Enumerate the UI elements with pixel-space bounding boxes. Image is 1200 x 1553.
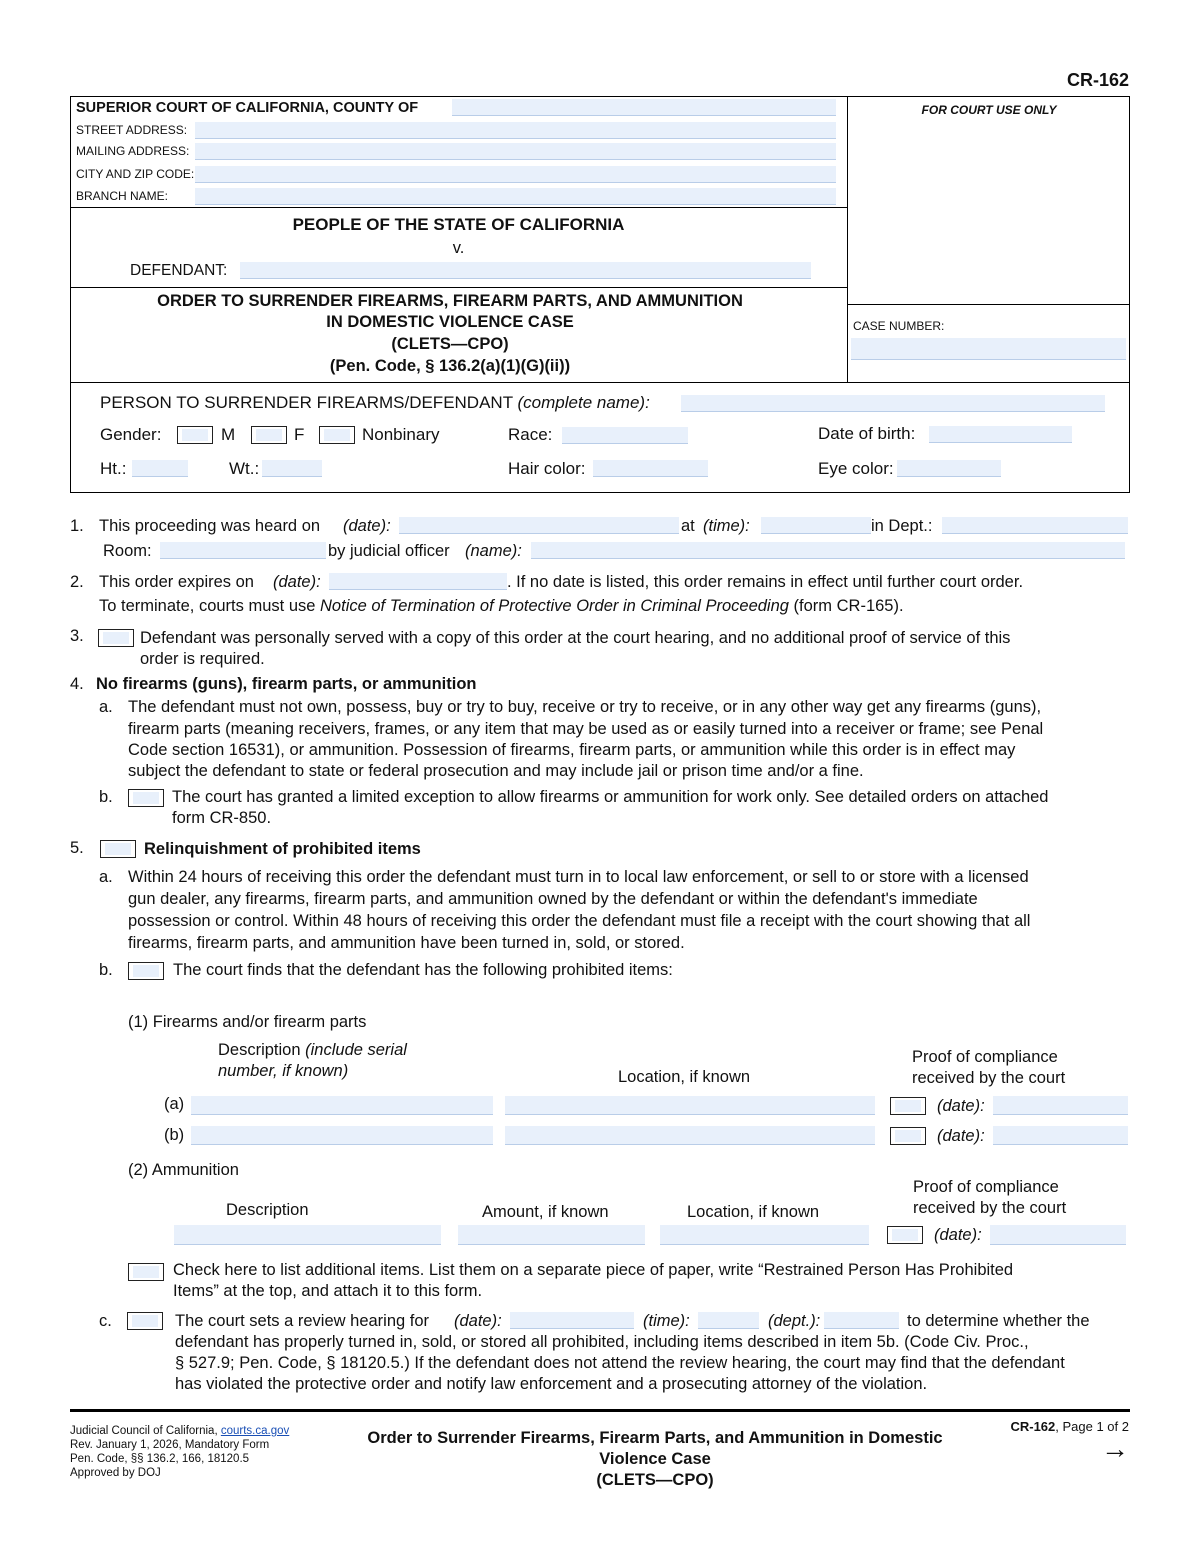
firearm-b-date[interactable] xyxy=(993,1126,1128,1145)
firearm-a-description[interactable] xyxy=(191,1096,493,1115)
item-5c-time-label: (time): xyxy=(643,1312,690,1330)
person-name-field[interactable] xyxy=(681,395,1105,412)
defendant-label: DEFENDANT: xyxy=(130,262,228,279)
item-4b-line-2: form CR-850. xyxy=(172,809,272,827)
next-page-arrow-icon[interactable]: → xyxy=(1101,1433,1129,1464)
ammunition-description[interactable] xyxy=(174,1225,441,1245)
footer-approved: Approved by DOJ xyxy=(70,1467,161,1479)
item-2-line-2: To terminate, courts must use Notice of Termination of Protective Order in Criminal Proceeding (form CR-165). xyxy=(99,597,904,615)
footer-title-1: Order to Surrender Firearms, Firearm Parts, and Ammunition in Domestic xyxy=(367,1429,943,1447)
height-field[interactable] xyxy=(132,460,188,477)
item-1-at: at xyxy=(681,517,695,535)
firearms-row-a-label: (a) xyxy=(164,1095,185,1113)
item-1-time-label: (time): xyxy=(703,517,750,535)
item-5c-letter: c. xyxy=(99,1312,112,1330)
item-4a-line-3: Code section 16531), or ammunition. Possession of firearms, firearm parts, or ammunition while this order is in effect may xyxy=(128,741,1016,759)
footer-title-2: Violence Case xyxy=(599,1450,711,1468)
item-5c-dept-label: (dept.): xyxy=(768,1312,821,1330)
ammunition-proof-checkbox[interactable] xyxy=(887,1226,923,1244)
gender-m-label: M xyxy=(221,425,236,444)
race-field[interactable] xyxy=(562,427,688,444)
mailing-field[interactable] xyxy=(195,143,836,160)
review-dept-field[interactable] xyxy=(824,1312,899,1329)
ammunition-amount[interactable] xyxy=(458,1225,645,1245)
ammunition-proof-header-1: Proof of compliance xyxy=(913,1178,1059,1196)
judicial-officer-field[interactable] xyxy=(531,542,1125,559)
hair-label: Hair color: xyxy=(508,459,586,478)
gender-f-label: F xyxy=(294,425,305,444)
ammunition-location[interactable] xyxy=(660,1225,869,1245)
item-3-line-2: order is required. xyxy=(140,650,265,668)
footer-code: Pen. Code, §§ 136.2, 166, 18120.5 xyxy=(70,1453,250,1465)
item-3-checkbox[interactable] xyxy=(98,629,134,647)
item-5a-line-4: firearms, firearm parts, and ammunition have been turned in, sold, or stored. xyxy=(128,934,685,952)
dob-label: Date of birth: xyxy=(818,424,916,443)
people-heading: PEOPLE OF THE STATE OF CALIFORNIA xyxy=(292,215,625,234)
form-id: CR-162 xyxy=(1066,70,1129,90)
additional-items-line-1: Check here to list additional items. List them on a separate piece of paper, write “Restrained Person Has Prohibited xyxy=(173,1261,1014,1279)
item-4b-letter: b. xyxy=(99,788,113,806)
footer-council: Judicial Council of California, courts.ca.gov xyxy=(70,1425,290,1437)
review-time-field[interactable] xyxy=(698,1312,759,1329)
item-5c-checkbox[interactable] xyxy=(127,1312,163,1330)
firearm-b-date-label: (date): xyxy=(937,1127,985,1145)
item-1-by: by judicial officer xyxy=(328,542,450,560)
firearms-proof-header-1: Proof of compliance xyxy=(912,1048,1058,1066)
firearms-title: (1) Firearms and/or firearm parts xyxy=(128,1013,367,1031)
item-4-title: No firearms (guns), firearm parts, or ammunition xyxy=(96,675,477,693)
item-4a-line-2: firearm parts (meaning receivers, frames, or any item that may be used as or easily turned into a receiver or frame; see Penal xyxy=(128,720,1044,738)
gender-nb-checkbox[interactable] xyxy=(319,426,355,444)
hearing-dept-field[interactable] xyxy=(942,517,1128,534)
title-line-4: (Pen. Code, § 136.2(a)(1)(G)(ii)) xyxy=(329,357,571,375)
firearm-a-date[interactable] xyxy=(993,1096,1128,1115)
court-label: SUPERIOR COURT OF CALIFORNIA, COUNTY OF xyxy=(76,100,419,116)
footer-page: CR-162, Page 1 of 2 xyxy=(1010,1419,1129,1434)
defendant-field[interactable] xyxy=(240,262,811,279)
additional-items-checkbox[interactable] xyxy=(128,1263,164,1281)
ammunition-date-label: (date): xyxy=(934,1226,982,1244)
item-4-number: 4. xyxy=(70,675,84,693)
street-label: STREET ADDRESS: xyxy=(76,123,188,137)
hearing-room-field[interactable] xyxy=(160,542,326,559)
city-field[interactable] xyxy=(195,166,836,183)
item-5a-line-1: Within 24 hours of receiving this order the defendant must turn in to local law enforcement, or sell to or store with a licensed xyxy=(128,868,1029,886)
versus-label: v. xyxy=(452,239,465,257)
item-5b-checkbox[interactable] xyxy=(128,962,164,980)
gender-nb-label: Nonbinary xyxy=(362,425,440,444)
title-line-3: (CLETS—CPO) xyxy=(391,335,509,353)
dob-field[interactable] xyxy=(929,426,1072,443)
title-line-2: IN DOMESTIC VIOLENCE CASE xyxy=(326,313,574,331)
item-1-dept-label: in Dept.: xyxy=(871,517,933,535)
gender-f-checkbox[interactable] xyxy=(251,426,287,444)
ammunition-proof-header-2: received by the court xyxy=(913,1199,1067,1217)
hearing-time-field[interactable] xyxy=(761,517,871,534)
mailing-label: MAILING ADDRESS: xyxy=(76,144,190,158)
county-field[interactable] xyxy=(452,99,836,116)
firearm-b-description[interactable] xyxy=(191,1126,493,1145)
item-5-title: Relinquishment of prohibited items xyxy=(144,840,421,858)
footer-rev: Rev. January 1, 2026, Mandatory Form xyxy=(70,1439,270,1451)
firearms-proof-header-2: received by the court xyxy=(912,1069,1066,1087)
item-4a-line-1: The defendant must not own, possess, buy or try to buy, receive or try to receive, or in any other way get any firearms (guns), xyxy=(128,698,1042,716)
expiration-date-field[interactable] xyxy=(329,573,507,590)
additional-items-line-2: Items” at the top, and attach it to this form. xyxy=(173,1282,483,1300)
item-5a-letter: a. xyxy=(99,868,113,886)
ammunition-location-header: Location, if known xyxy=(687,1203,820,1221)
city-label: CITY AND ZIP CODE: xyxy=(76,167,195,181)
weight-field[interactable] xyxy=(262,460,322,477)
court-use-label: FOR COURT USE ONLY xyxy=(921,103,1057,117)
height-label: Ht.: xyxy=(100,459,127,478)
item-4b-line-1: The court has granted a limited exception to allow firearms or ammunition for work only. See detailed orders on attached xyxy=(172,788,1049,806)
firearm-a-location[interactable] xyxy=(505,1096,875,1115)
street-field[interactable] xyxy=(195,122,836,139)
item-5a-line-2: gun dealer, any firearms, firearm parts, and ammunition owned by the defendant or within the defendant's immediate xyxy=(128,890,978,908)
item-3-number: 3. xyxy=(70,627,84,645)
footer-title-3: (CLETS—CPO) xyxy=(596,1471,714,1489)
item-5-checkbox[interactable] xyxy=(100,840,136,858)
footer-rule xyxy=(70,1409,1130,1412)
item-2-rest: . If no date is listed, this order remains in effect until further court order. xyxy=(507,573,1024,591)
firearms-row-b-label: (b) xyxy=(164,1126,185,1144)
item-4a-line-4: subject the defendant to state or federal prosecution and may include jail or prison time and/or a fine. xyxy=(128,762,864,780)
item-5c-text: The court sets a review hearing for xyxy=(175,1312,430,1330)
ammunition-date[interactable] xyxy=(990,1225,1126,1245)
eye-label: Eye color: xyxy=(818,459,894,478)
item-5c-date-label: (date): xyxy=(454,1312,502,1330)
ammunition-amount-header: Amount, if known xyxy=(482,1203,609,1221)
item-5c-line-2: defendant has properly turned in, sold, or stored all prohibited, including items described in item 5b. (Code Civ. Proc., xyxy=(175,1333,1029,1351)
item-1-date-label: (date): xyxy=(343,517,391,535)
ammunition-desc-header: Description xyxy=(226,1201,309,1219)
branch-field[interactable] xyxy=(195,188,836,205)
item-1-text: This proceeding was heard on xyxy=(99,517,321,535)
firearms-desc-header: Description (include serial xyxy=(218,1041,407,1059)
item-5b-text: The court finds that the defendant has the following prohibited items: xyxy=(173,961,673,979)
item-1-number: 1. xyxy=(70,517,84,535)
ammunition-title: (2) Ammunition xyxy=(128,1161,239,1179)
item-5c-line-3: § 527.9; Pen. Code, § 18120.5.) If the defendant does not attend the review hearing, the court may find that the defendant xyxy=(175,1354,1065,1372)
weight-label: Wt.: xyxy=(229,459,260,478)
case-number-label: CASE NUMBER: xyxy=(853,319,945,333)
firearm-b-location[interactable] xyxy=(505,1126,875,1145)
race-label: Race: xyxy=(508,425,553,444)
item-3-line-1: Defendant was personally served with a copy of this order at the court hearing, and no additional proof of service of this xyxy=(140,629,1011,647)
item-1-room-label: Room: xyxy=(103,542,152,560)
hearing-date-field[interactable] xyxy=(399,517,679,534)
item-2-date-label: (date): xyxy=(273,573,321,591)
item-4b-checkbox[interactable] xyxy=(128,789,164,807)
eye-field[interactable] xyxy=(897,460,1001,477)
gender-m-checkbox[interactable] xyxy=(177,426,213,444)
item-5-number: 5. xyxy=(70,839,84,857)
person-label: PERSON TO SURRENDER FIREARMS/DEFENDANT (complete name): xyxy=(100,393,650,412)
item-5a-line-3: possession or control. Within 48 hours of receiving this order the defendant must file a receipt with the court showing that all xyxy=(128,912,1031,930)
item-2-number: 2. xyxy=(70,573,84,591)
courts-link[interactable]: courts.ca.gov xyxy=(220,1425,290,1437)
firearms-location-header: Location, if known xyxy=(618,1068,751,1086)
firearm-a-proof-checkbox[interactable] xyxy=(890,1097,926,1115)
review-date-field[interactable] xyxy=(510,1312,634,1329)
firearm-b-proof-checkbox[interactable] xyxy=(890,1127,926,1145)
title-line-1: ORDER TO SURRENDER FIREARMS, FIREARM PARTS, AND AMMUNITION xyxy=(157,292,743,310)
item-5c-line-4: has violated the protective order and notify law enforcement and a prosecuting attorney of the violation. xyxy=(175,1375,928,1393)
firearm-a-date-label: (date): xyxy=(937,1097,985,1115)
case-number-field[interactable] xyxy=(851,338,1126,360)
item-1-name-label: (name): xyxy=(465,542,522,560)
item-5c-rest: to determine whether the xyxy=(907,1312,1090,1330)
item-5b-letter: b. xyxy=(99,961,113,979)
item-4a-letter: a. xyxy=(99,698,113,716)
item-2-text: This order expires on xyxy=(99,573,254,591)
branch-label: BRANCH NAME: xyxy=(76,189,169,203)
gender-label: Gender: xyxy=(100,425,162,444)
firearms-desc-header-2: number, if known) xyxy=(218,1062,349,1080)
hair-field[interactable] xyxy=(593,460,708,477)
